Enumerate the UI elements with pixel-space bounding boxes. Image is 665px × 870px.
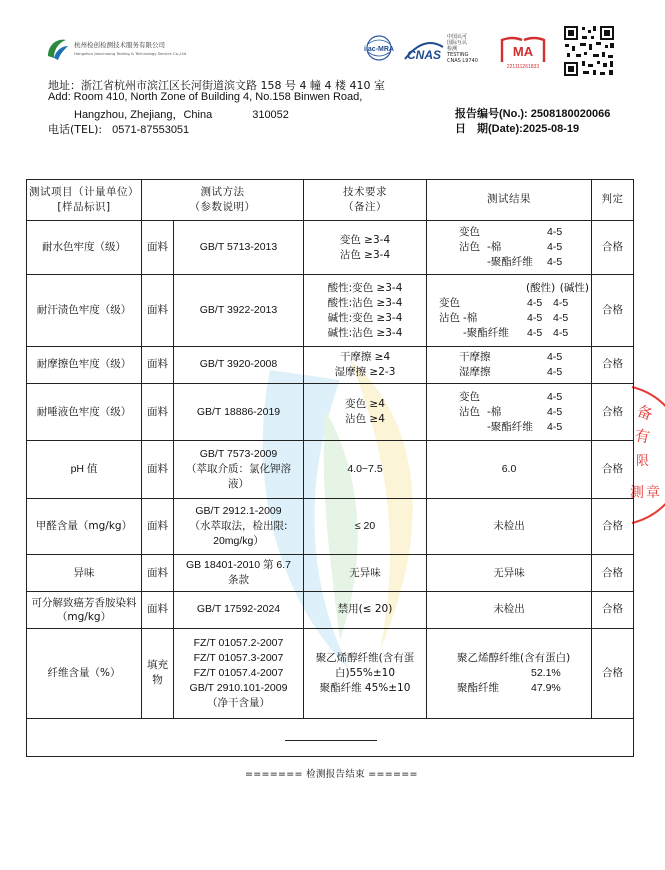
address-en-line2: Hangzhou, Zhejiang，China 310052 xyxy=(74,109,289,121)
svg-text:限: 限 xyxy=(636,454,650,469)
company-name-cn: 杭州检创检测技术服务有限公司 xyxy=(74,41,165,49)
table-row: 甲醛含量（mg/kg） 面料 GB/T 2912.1-2009 （水萃取法，检出限: 20mg/kg） ≤ 20 未检出 合格 xyxy=(27,498,634,554)
svg-text:有: 有 xyxy=(633,426,652,447)
svg-text:备: 备 xyxy=(634,401,655,424)
blank-row xyxy=(27,719,634,757)
header-requirement: 技术要求 （备注） xyxy=(304,180,427,221)
company-logo-icon xyxy=(44,36,70,62)
table-row: pH 值 面料 GB/T 7573-2009 （萃取介质：氯化钾溶 液） 4.0~7.5 6.0 合格 xyxy=(27,441,634,498)
header-result: 测试结果 xyxy=(427,180,592,221)
header-method: 测试方法 （参数说明） xyxy=(142,180,304,221)
address-en-line1: Add: Room 410, North Zone of Building 4, No.158 Binwen Road, xyxy=(48,91,363,103)
table-row: 耐摩擦色牢度（级） 面料 GB/T 3920-2008 干摩擦 ≥4 湿摩擦 ≥2-3 干摩擦 4-5 湿摩擦 4-5 合格 xyxy=(27,347,634,384)
table-header-row xyxy=(27,180,634,221)
table-row: 耐汗渍色牢度（级） 面料 GB/T 3922-2013 酸性:变色 ≥3-4 酸性:沾色 ≥3-4 碱性:变色 ≥3-4 碱性:沾色 ≥3-4 (酸性) (碱性) 变色 4-5 4-5 沾色 -棉 4-5 4-5 -聚酯纤维 4-5 4-5 合格 xyxy=(27,275,634,347)
header-judgement: 判定 xyxy=(592,180,634,221)
zip-code: 310052 xyxy=(252,109,289,121)
table-row: 耐唾液色牢度（级） 面料 GB/T 18886-2019 变色 ≥4 沾色 ≥4 变色 4-5 沾色 -棉 4-5 -聚酯纤维 4-5 合格 xyxy=(27,383,634,440)
svg-text:CNAS: CNAS xyxy=(406,48,442,62)
blank-row-divider xyxy=(285,740,377,741)
telephone: 电话(TEL): 0571-87553051 xyxy=(48,123,190,136)
header-item: 测试项目（计量单位） [样品标识] xyxy=(27,180,142,221)
cnas-accreditation-text: 中国认可 国际互认 检测 TESTING CNAS L9740 xyxy=(447,34,478,64)
report-end-line: ======= 检测报告结束 ====== xyxy=(245,769,418,780)
svg-text:221111261833: 221111261833 xyxy=(506,64,540,70)
cma-logo-icon xyxy=(496,34,550,70)
company-name-en: Hangzhou Jianchuang Testing & Technology Service Co.,Ltd xyxy=(74,51,187,56)
svg-text:測: 測 xyxy=(630,485,644,501)
report-number: 报告编号(No.): 2508180020066 xyxy=(455,108,611,120)
table-row: 可分解致癌芳香胺染料（mg/kg） 面料 GB/T 17592-2024 禁用(≤ 20) 未检出 合格 xyxy=(27,591,634,628)
address-cn: 地址：浙江省杭州市滨江区长河街道滨文路 158 号 4 幢 4 楼 410 室 xyxy=(48,79,385,92)
report-date: 日 期(Date):2025-08-19 xyxy=(455,123,580,135)
svg-text:MA: MA xyxy=(512,44,534,59)
svg-text:章: 章 xyxy=(646,485,660,501)
table-row: 纤维含量（%） 填充物 FZ/T 01057.2-2007 FZ/T 01057.3-2007 FZ/T 01057.4-2007 GB/T 2910.101-2009 （净干含量） 聚乙烯醇纤维(含有蛋 白)55%±10 聚酯纤维 45%±10 聚乙烯醇纤维(含有蛋白) 52.1% 聚酯纤维 47.9% 合格 xyxy=(27,628,634,718)
cnas-logo-icon xyxy=(401,37,447,67)
test-results-table xyxy=(26,179,634,757)
qr-code-icon xyxy=(562,24,616,78)
svg-text:ilac-MRA: ilac-MRA xyxy=(364,46,394,53)
table-row: 耐水色牢度（级） 面料 GB/T 5713-2013 变色 ≥3-4 沾色 ≥3-4 变色 4-5 沾色 -棉 4-5 -聚酯纤维 4-5 合格 xyxy=(27,220,634,274)
ilac-mra-logo-icon xyxy=(358,34,400,64)
table-row: 异味 面料 GB 18401-2010 第 6.7 条款 无异味 无异味 合格 xyxy=(27,555,634,592)
